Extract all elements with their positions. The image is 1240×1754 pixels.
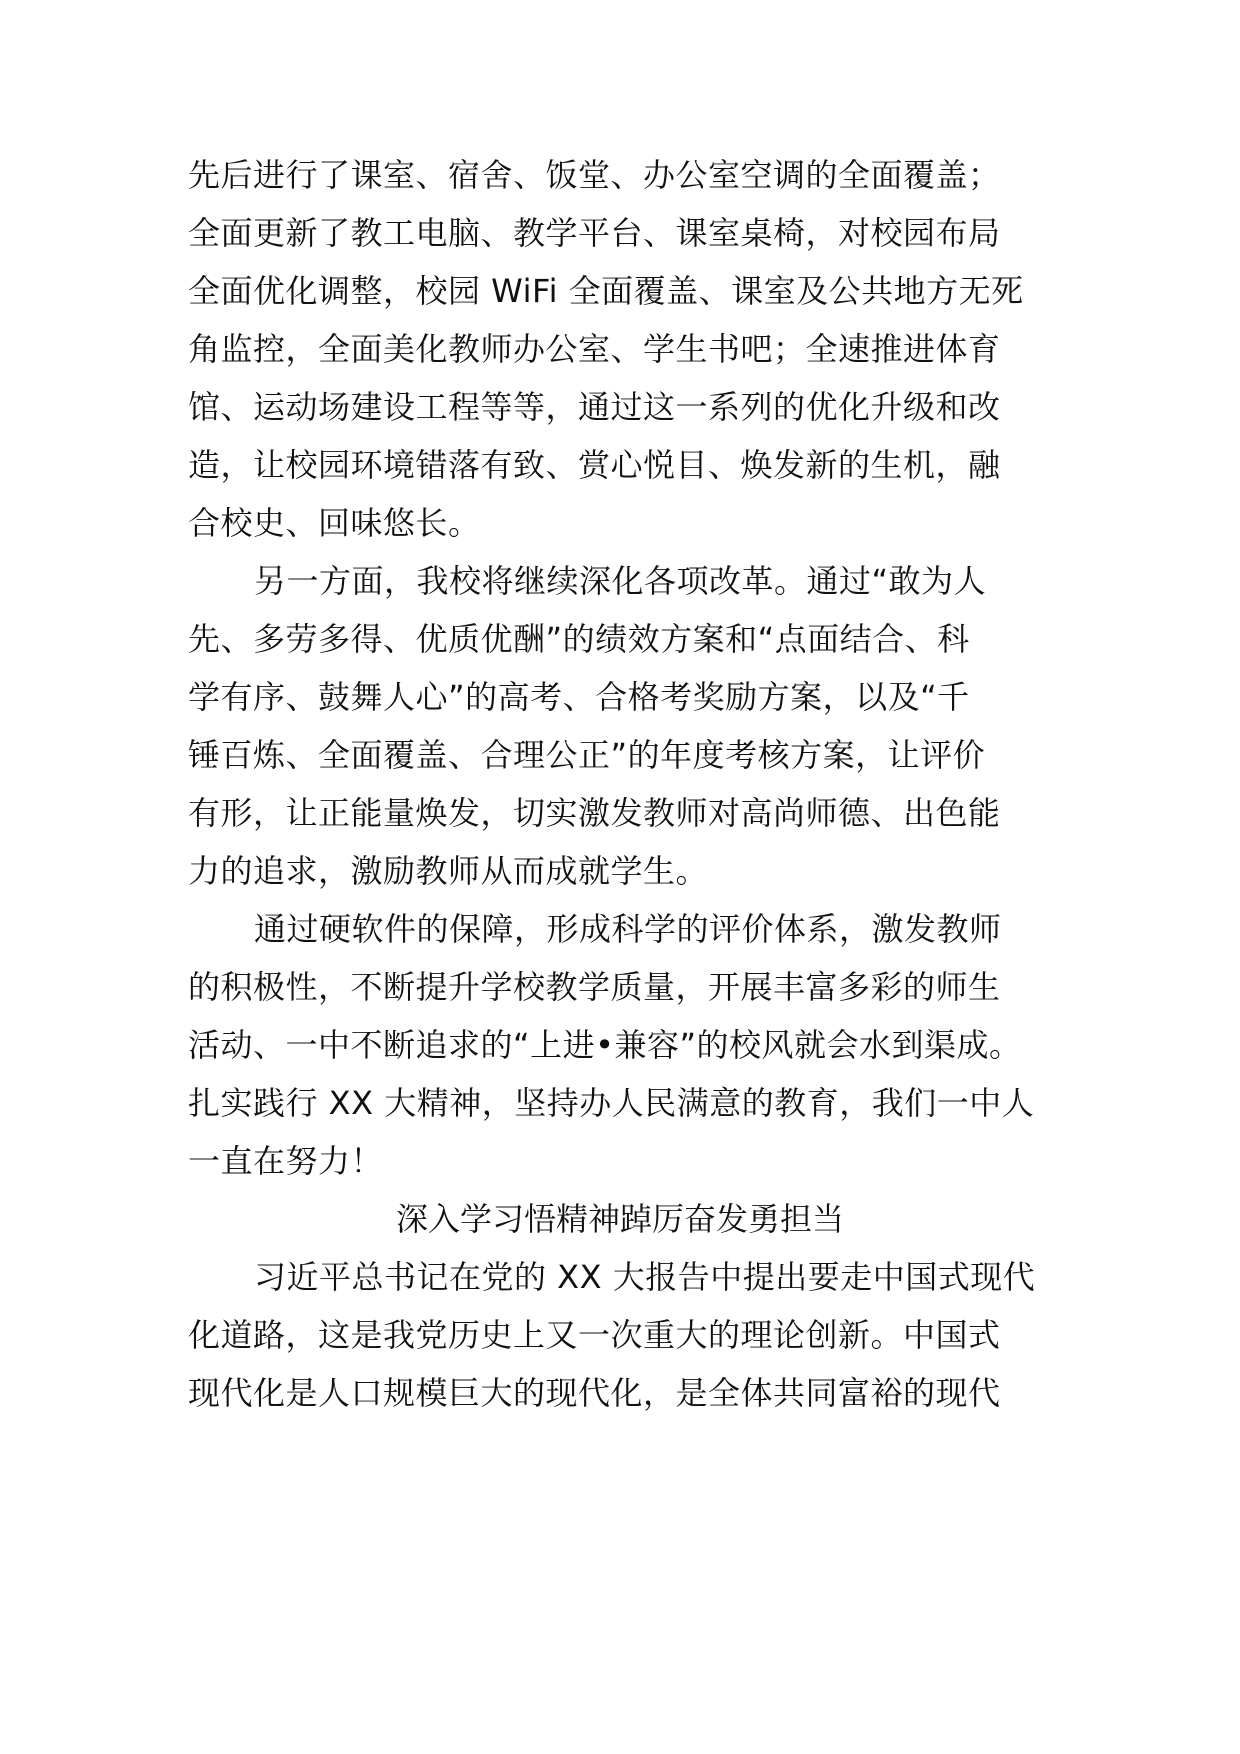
- paragraph-first-line: 通过硬软件的保障，形成科学的评价体系，激发教师: [254, 910, 1002, 948]
- paragraph-first-line: 另一方面，我校将继续深化各项改革。通过“敢为人: [254, 562, 987, 600]
- paragraph-line: 一直在努力！: [188, 1142, 384, 1180]
- paragraph-line: 学有序、鼓舞人心”的高考、合格考奖励方案，以及“千: [188, 678, 970, 716]
- paragraph-first-line: 习近平总书记在党的 XX 大报告中提出要走中国式现代: [254, 1258, 1036, 1296]
- paragraph-line: 化道路，这是我党历史上又一次重大的理论创新。中国式: [188, 1316, 1001, 1354]
- paragraph-line: 有形，让正能量焕发，切实激发教师对高尚师德、出色能: [188, 794, 1001, 832]
- paragraph-line: 力的追求，激励教师从而成就学生。: [188, 852, 709, 890]
- paragraph-line: 活动、一中不断追求的“上进•兼容”的校风就会水到渠成。: [188, 1026, 1022, 1064]
- paragraph-line: 的积极性，不断提升学校教学质量，开展丰富多彩的师生: [188, 968, 1001, 1006]
- paragraph-line: 锤百炼、全面覆盖、合理公正”的年度考核方案，让评价: [188, 736, 986, 774]
- paragraph-line: 现代化是人口规模巨大的现代化，是全体共同富裕的现代: [188, 1374, 1001, 1412]
- paragraph-line: 造，让校园环境错落有致、赏心悦目、焕发新的生机，融: [188, 446, 1001, 484]
- paragraph-line: 全面优化调整，校园 WiFi 全面覆盖、课室及公共地方无死: [188, 272, 1024, 310]
- paragraph-line: 先后进行了课室、宿舍、饭堂、办公室空调的全面覆盖；: [188, 156, 1001, 194]
- paragraph-line: 馆、运动场建设工程等等，通过这一系列的优化升级和改: [188, 388, 1001, 426]
- paragraph-line: 全面更新了教工电脑、教学平台、课室桌椅，对校园布局: [188, 214, 1001, 252]
- paragraph-line: 合校史、回味悠长。: [188, 504, 481, 542]
- paragraph-line: 先、多劳多得、优质优酬”的绩效方案和“点面结合、科: [188, 620, 970, 658]
- section-title: 深入学习悟精神踔厉奋发勇担当: [395, 1200, 844, 1238]
- paragraph-line: 扎实践行 XX 大精神，坚持办人民满意的教育，我们一中人: [188, 1084, 1035, 1122]
- paragraph-line: 角监控，全面美化教师办公室、学生书吧；全速推进体育: [188, 330, 1001, 368]
